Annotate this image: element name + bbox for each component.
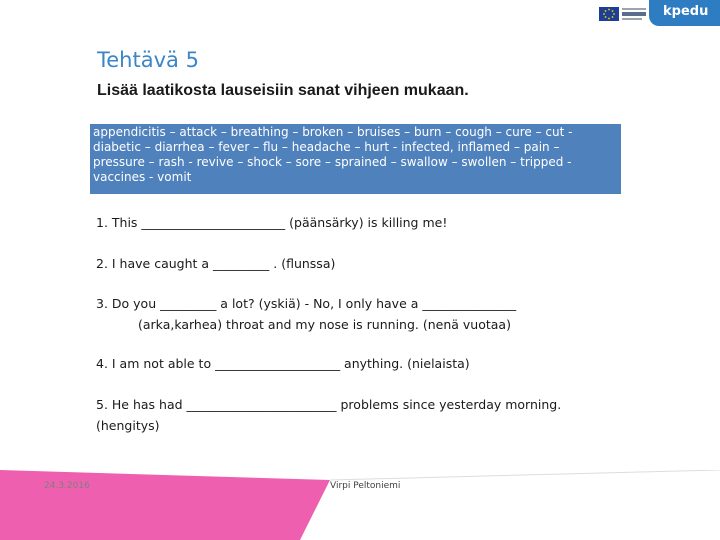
exercise-line: 1. This _______________________ (päänsärky) is killing me! <box>96 215 448 230</box>
word-box-line: pressure – rash - revive – shock – sore – sprained – swallow – swollen – tripped - <box>93 155 572 169</box>
exercise-2 <box>96 253 335 274</box>
exercise-line: 5. He has had ________________________ problems since yesterday morning. <box>96 397 562 412</box>
word-box-line: vaccines - vomit <box>93 170 192 184</box>
word-box <box>90 124 621 194</box>
instruction-text: Lisää laatikosta lauseisiin sanat vihjeen mukaan. <box>97 82 469 99</box>
exercise-1 <box>96 212 447 233</box>
exercise-line: (hengitys) <box>96 418 160 433</box>
kpedu-logo <box>649 0 720 26</box>
exercise-line: (arka,karhea) throat and my nose is running. (nenä vuotaa) <box>138 317 511 332</box>
eu-funding-logo <box>598 4 648 24</box>
exercise-3 <box>96 293 516 335</box>
footer-author: Virpi Peltoniemi <box>330 481 401 491</box>
footer-date: 24.3.2016 <box>44 481 90 491</box>
kpedu-logo-text: kpedu <box>663 4 709 19</box>
exercise-5 <box>96 394 561 436</box>
word-box-line: appendicitis – attack – breathing – broken – bruises – burn – cough – cure – cut - <box>93 125 573 139</box>
word-box-line: diabetic – diarrhea – fever – flu – headache – hurt - infected, inflamed – pain – <box>93 140 560 154</box>
exercise-line: 3. Do you _________ a lot? (yskiä) - No, I only have a _______________ <box>96 296 517 311</box>
exercise-line: 2. I have caught a _________ . (flunssa) <box>96 256 336 271</box>
exercise-4 <box>96 353 470 374</box>
exercise-line: 4. I am not able to ____________________ anything. (nielaista) <box>96 356 470 371</box>
page-title: Tehtävä 5 <box>97 48 199 72</box>
